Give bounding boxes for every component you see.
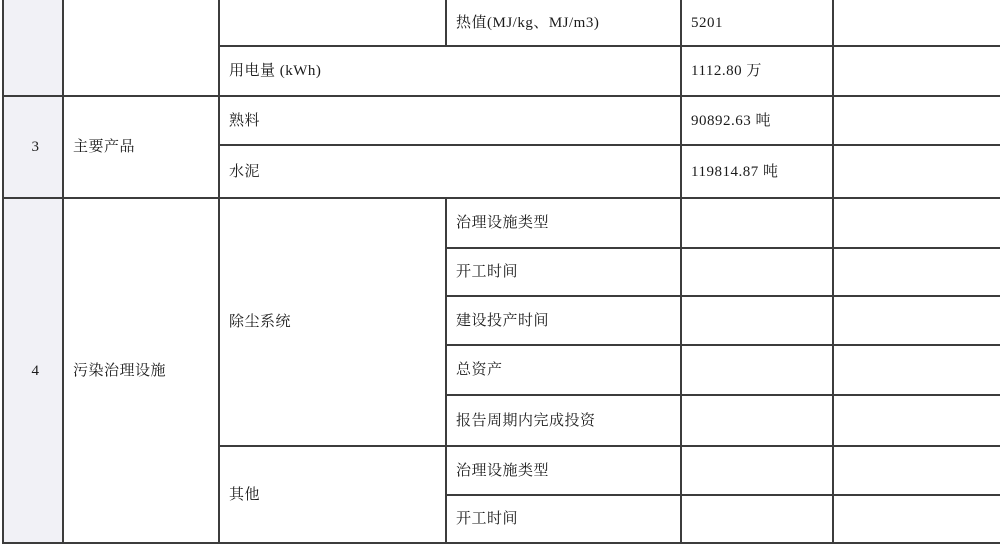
cell-cement-label: 水泥 (219, 145, 681, 198)
facility-report-table (2, 0, 1000, 544)
cell-empty (833, 145, 1000, 198)
cell-empty (833, 198, 1000, 248)
cell-empty (833, 0, 1000, 46)
cell-empty (681, 495, 833, 543)
table-row (3, 96, 1000, 145)
cell-dust-removal-item-label: 建设投产时间 (446, 296, 681, 345)
cell-fuel-sub-empty (219, 0, 446, 46)
cell-electricity-label: 用电量 (kWh) (219, 46, 681, 96)
cell-fuel-section-number (3, 0, 63, 96)
cell-pollution-section-number: 4 (3, 198, 63, 543)
cell-other-item-label: 开工时间 (446, 495, 681, 543)
cell-dust-removal-item-label: 治理设施类型 (446, 198, 681, 248)
cell-other-label: 其他 (219, 446, 446, 543)
cell-empty (833, 345, 1000, 395)
cell-pollution-section-category: 污染治理设施 (63, 198, 219, 543)
cell-heat-value: 5201 (681, 0, 833, 46)
cell-products-section-number: 3 (3, 96, 63, 198)
cell-empty (833, 395, 1000, 446)
cell-empty (833, 96, 1000, 145)
cell-empty (833, 495, 1000, 543)
cell-heat-value-label: 热值(MJ/kg、MJ/m3) (446, 0, 681, 46)
cell-empty (833, 46, 1000, 96)
cell-dust-removal-item-label: 总资产 (446, 345, 681, 395)
cell-empty (681, 345, 833, 395)
table-row (3, 0, 1000, 46)
cell-empty (833, 446, 1000, 495)
cell-dust-removal-item-label: 报告周期内完成投资 (446, 395, 681, 446)
cell-cement-value: 119814.87 吨 (681, 145, 833, 198)
cell-fuel-section-category (63, 0, 219, 96)
cell-empty (681, 296, 833, 345)
cell-empty (681, 395, 833, 446)
cell-products-section-category: 主要产品 (63, 96, 219, 198)
cell-dust-removal-label: 除尘系统 (219, 198, 446, 446)
cell-empty (833, 296, 1000, 345)
table-row (3, 198, 1000, 248)
cell-empty (833, 248, 1000, 296)
cell-electricity-value: 1112.80 万 (681, 46, 833, 96)
cell-empty (681, 248, 833, 296)
cell-other-item-label: 治理设施类型 (446, 446, 681, 495)
cell-empty (681, 198, 833, 248)
cell-clinker-label: 熟料 (219, 96, 681, 145)
cell-clinker-value: 90892.63 吨 (681, 96, 833, 145)
cell-dust-removal-item-label: 开工时间 (446, 248, 681, 296)
cell-empty (681, 446, 833, 495)
